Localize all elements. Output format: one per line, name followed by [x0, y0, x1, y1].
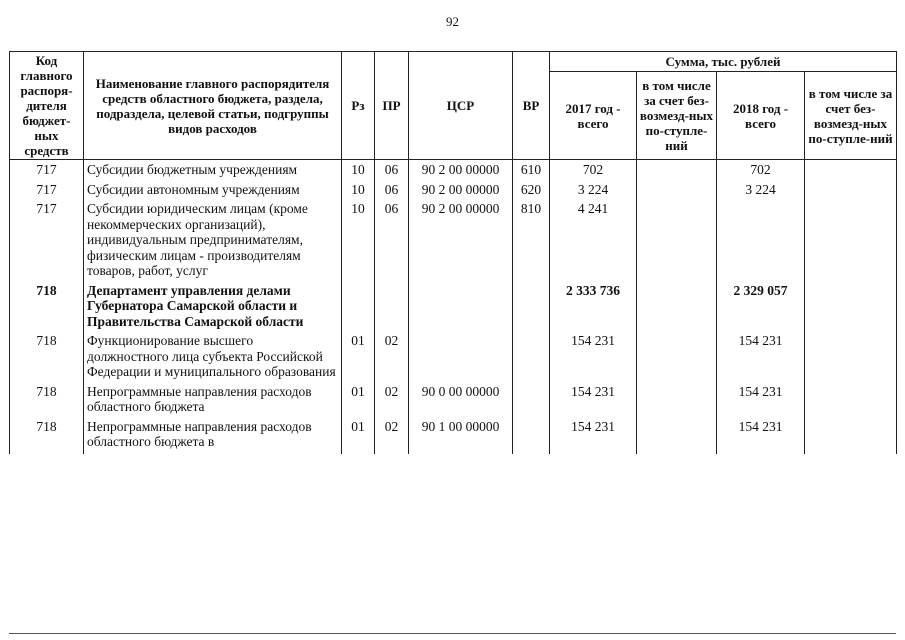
cell-rz: 10 [342, 182, 375, 202]
header-2018-free: в том числе за счет без-возмезд-ных по-ступле-ний [805, 72, 897, 160]
header-code: Код главного распоря-дителя бюджет-ных средств [10, 52, 84, 160]
cell-2018-free [805, 162, 897, 182]
cell-csr: 90 2 00 00000 [409, 201, 513, 283]
cell-code: 718 [10, 419, 84, 454]
cell-name: Субсидии автономным учреждениям [84, 182, 342, 202]
cell-2018-free [805, 333, 897, 384]
cell-csr: 90 2 00 00000 [409, 182, 513, 202]
cell-name: Субсидии бюджетным учреждениям [84, 162, 342, 182]
header-pr: ПР [375, 52, 409, 160]
cell-2017-total: 4 241 [550, 201, 637, 283]
table-row [10, 333, 897, 384]
table-row [10, 162, 897, 182]
cell-2018-total: 2 329 057 [717, 283, 805, 334]
cell-rz: 10 [342, 162, 375, 182]
cell-2017-free [637, 283, 717, 334]
cell-pr: 02 [375, 333, 409, 384]
cell-2017-total: 702 [550, 162, 637, 182]
cell-vr [513, 283, 550, 334]
cell-rz: 01 [342, 419, 375, 454]
page-number: 92 [446, 14, 459, 29]
cell-csr: 90 2 00 00000 [409, 162, 513, 182]
cell-2018-free [805, 182, 897, 202]
cell-rz: 01 [342, 333, 375, 384]
cell-pr: 02 [375, 419, 409, 454]
header-2018-total: 2018 год - всего [717, 72, 805, 160]
table-row [10, 201, 897, 283]
cell-rz: 10 [342, 201, 375, 283]
table-row [10, 419, 897, 454]
cell-name: Непрограммные направления расходов областного бюджета [84, 384, 342, 419]
cell-csr: 90 0 00 00000 [409, 384, 513, 419]
cell-pr [375, 283, 409, 334]
cell-2018-total: 154 231 [717, 384, 805, 419]
cell-2017-free [637, 201, 717, 283]
cell-code: 718 [10, 283, 84, 334]
cell-name: Непрограммные направления расходов областного бюджета в [84, 419, 342, 454]
cell-name: Субсидии юридическим лицам (кроме некоммерческих организаций), индивидуальным предпринимателям, физическим лицам - производителям товаров, работ, услуг [84, 201, 342, 283]
table-row [10, 283, 897, 334]
cell-2017-total: 3 224 [550, 182, 637, 202]
cell-csr [409, 283, 513, 334]
cell-pr: 06 [375, 201, 409, 283]
cell-code: 717 [10, 201, 84, 283]
header-name: Наименование главного распорядителя средств областного бюджета, раздела, подраздела, целевой статьи, подгруппы видов расходов [84, 52, 342, 160]
cell-pr: 06 [375, 182, 409, 202]
cell-2017-total: 2 333 736 [550, 283, 637, 334]
cell-rz: 01 [342, 384, 375, 419]
cell-2018-total: 3 224 [717, 182, 805, 202]
cell-vr: 610 [513, 162, 550, 182]
cell-2017-free [637, 419, 717, 454]
cell-2017-total: 154 231 [550, 333, 637, 384]
cell-2018-free [805, 201, 897, 283]
cell-code: 717 [10, 162, 84, 182]
cell-pr: 06 [375, 162, 409, 182]
cell-2017-free [637, 162, 717, 182]
cell-code: 717 [10, 182, 84, 202]
bottom-rule [9, 633, 896, 634]
cell-name: Функционирование высшего должностного лица субъекта Российской Федерации и муниципального образования [84, 333, 342, 384]
header-2017-total: 2017 год - всего [550, 72, 637, 160]
header-rz: Рз [342, 52, 375, 160]
cell-code: 718 [10, 333, 84, 384]
cell-name: Департамент управления делами Губернатора Самарской области и Правительства Самарской области [84, 283, 342, 334]
cell-2017-free [637, 333, 717, 384]
cell-vr [513, 419, 550, 454]
cell-2018-total: 154 231 [717, 333, 805, 384]
cell-2018-free [805, 283, 897, 334]
cell-2017-free [637, 384, 717, 419]
cell-vr [513, 384, 550, 419]
cell-vr: 620 [513, 182, 550, 202]
cell-csr: 90 1 00 00000 [409, 419, 513, 454]
header-vr: ВР [513, 52, 550, 160]
cell-2018-free [805, 419, 897, 454]
cell-2017-free [637, 182, 717, 202]
cell-vr: 810 [513, 201, 550, 283]
header-row [10, 52, 897, 72]
cell-rz [342, 283, 375, 334]
header-csr: ЦСР [409, 52, 513, 160]
cell-vr [513, 333, 550, 384]
cell-2018-free [805, 384, 897, 419]
cell-code: 718 [10, 384, 84, 419]
cell-csr [409, 333, 513, 384]
header-2017-free: в том числе за счет без-возмезд-ных по-ступле-ний [637, 72, 717, 160]
cell-2018-total: 154 231 [717, 419, 805, 454]
cell-2018-total [717, 201, 805, 283]
table-row [10, 384, 897, 419]
header-sum: Сумма, тыс. рублей [550, 52, 897, 72]
cell-2018-total: 702 [717, 162, 805, 182]
table-row [10, 182, 897, 202]
budget-table [9, 51, 897, 454]
cell-2017-total: 154 231 [550, 384, 637, 419]
cell-2017-total: 154 231 [550, 419, 637, 454]
cell-pr: 02 [375, 384, 409, 419]
